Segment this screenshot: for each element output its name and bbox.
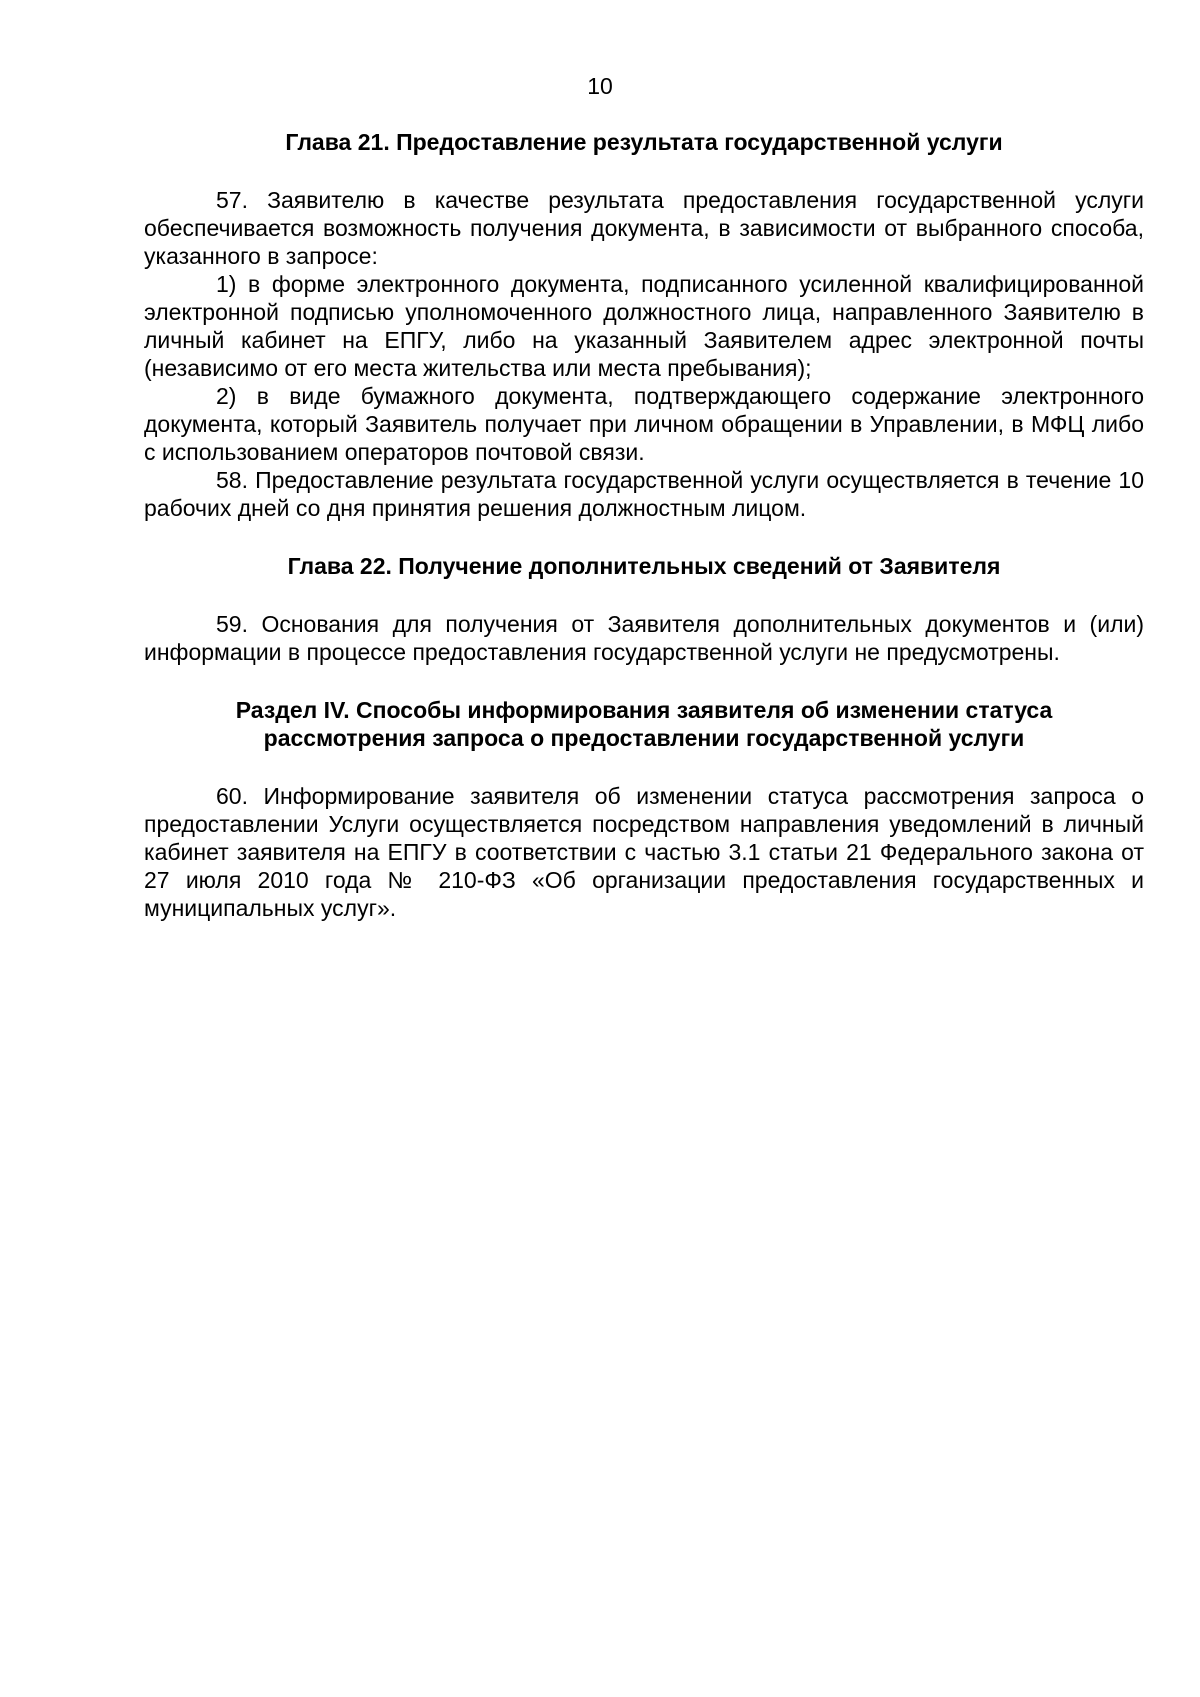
paragraph-59: 59. Основания для получения от Заявителя дополнительных документов и (или) информации в процессе предоставления государственной услуги не предусмотрены. — [144, 611, 1144, 665]
paragraph-58: 58. Предоставление результата государственной услуги осуществляется в течение 10 рабочих дней со дня принятия решения должностным лицом. — [144, 467, 1144, 521]
paragraph-60: 60. Информирование заявителя об изменении статуса рассмотрения запроса о предоставлении Услуги осуществляется посредством направления уведомлений в личный кабинет заявителя на ЕПГУ в соответствии с частью 3.1 статьи 21 Федерального закона от 27 июля 2010 года № 210-ФЗ «Об организации предоставления государственных и муниципальных услуг». — [144, 783, 1144, 921]
chapter-21-heading: Глава 21. Предоставление результата государственной услуги — [285, 129, 1003, 155]
chapter-22-heading: Глава 22. Получение дополнительных сведений от Заявителя — [287, 553, 1001, 579]
paragraph-57-item-2: 2) в виде бумажного документа, подтверждающего содержание электронного документа, который Заявитель получает при личном обращении в Управлении, в МФЦ либо с использованием операторов почтовой связи. — [144, 383, 1144, 465]
paragraph-57-item-1: 1) в форме электронного документа, подписанного усиленной квалифицированной электронной подписью уполномоченного должностного лица, направленного Заявителю в личный кабинет на ЕПГУ, либо на указанный Заявителем адрес электронной почты (независимо от его места жительства или места пребывания); — [144, 271, 1144, 381]
page-number: 10 — [587, 73, 613, 99]
paragraph-57: 57. Заявителю в качестве результата предоставления государственной услуги обеспечивается возможность получения документа, в зависимости от выбранного способа, указанного в запросе: — [144, 187, 1144, 269]
document-body — [144, 128, 1144, 922]
section-4-heading-line-2: рассмотрения запроса о предоставлении государственной услуги — [263, 725, 1025, 751]
section-4-heading-line-1: Раздел IV. Способы информирования заявителя об изменении статуса — [235, 697, 1053, 723]
